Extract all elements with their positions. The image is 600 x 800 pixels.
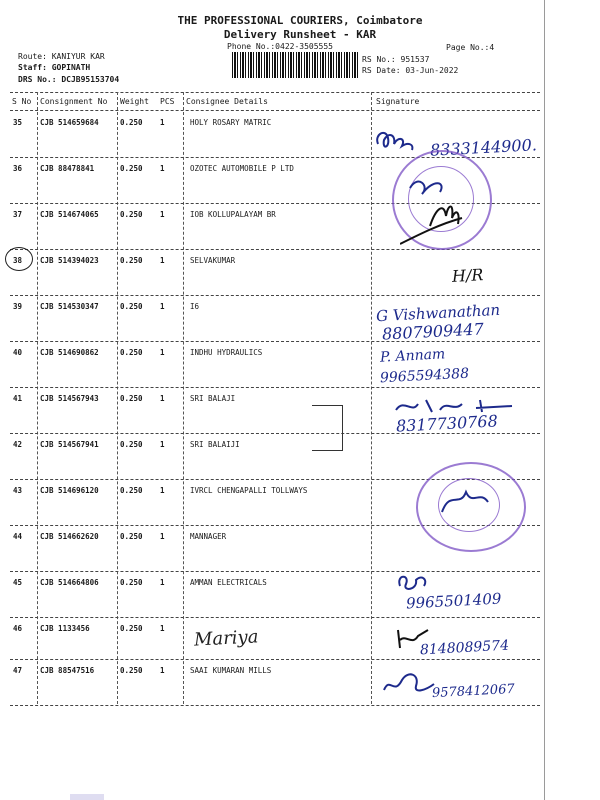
col-header-sno: S No [12, 97, 32, 106]
row-sno: 47 [13, 666, 23, 675]
row-consignment: CJB 514662620 [40, 532, 99, 541]
row-consignee: OZOTEC AUTOMOBILE P LTD [190, 164, 294, 173]
row-pcs: 1 [160, 348, 165, 357]
handwritten-phone: 9578412067 [431, 681, 516, 702]
row-pcs: 1 [160, 210, 165, 219]
row-pcs: 1 [160, 118, 165, 127]
row-weight: 0.250 [120, 624, 143, 633]
col-header-consignment: Consignment No [40, 97, 108, 106]
row-consignee: INDHU HYDRAULICS [190, 348, 263, 357]
row-sno: 46 [13, 624, 23, 633]
company-title: THE PROFESSIONAL COURIERS, Coimbatore [177, 14, 423, 27]
row-consignment: CJB 514530347 [40, 302, 99, 311]
row-weight: 0.250 [120, 164, 143, 173]
row-consignment: CJB 88478841 [40, 164, 95, 173]
page-edge [544, 0, 545, 800]
row-pcs: 1 [160, 164, 165, 173]
row-consignment: CJB 514567943 [40, 394, 99, 403]
col-header-weight: Weight [120, 97, 149, 106]
row-rule [10, 295, 540, 296]
row-consignment: CJB 514567941 [40, 440, 99, 449]
row-weight: 0.250 [120, 210, 143, 219]
row-weight: 0.250 [120, 118, 143, 127]
handwritten-phone: 8148089574 [419, 637, 510, 659]
row-consignment: CJB 88547516 [40, 666, 95, 675]
signature-scribble [394, 570, 434, 594]
row-pcs: 1 [160, 394, 165, 403]
bracket-mark [312, 405, 343, 451]
row-pcs: 1 [160, 256, 165, 265]
handwritten-phone: 8317730768 [395, 411, 499, 436]
row-sno: 37 [13, 210, 23, 219]
row-pcs: 1 [160, 624, 165, 633]
row-rule [10, 659, 540, 660]
signature-scribble [436, 482, 496, 522]
handwritten-phone: 8333144900. [429, 135, 538, 160]
row-sno: 45 [13, 578, 23, 587]
row-pcs: 1 [160, 532, 165, 541]
row-weight: 0.250 [120, 394, 143, 403]
handwritten-name: Mariya [193, 626, 259, 651]
route-label: Route: KANIYUR KAR [18, 52, 105, 61]
signature-scribble [380, 666, 440, 700]
row-sno: 39 [13, 302, 23, 311]
col-header-signature: Signature [376, 97, 420, 106]
runsheet-subtitle: Delivery Runsheet - KAR [223, 28, 377, 41]
col-header-consignee: Consignee Details [186, 97, 268, 106]
row-sno: 36 [13, 164, 23, 173]
row-rule [10, 387, 540, 388]
row-weight: 0.250 [120, 486, 143, 495]
handwritten-phone: 8807909447 [381, 319, 485, 344]
row-pcs: 1 [160, 440, 165, 449]
row-pcs: 1 [160, 666, 165, 675]
rs-number: RS No.: 951537 [362, 55, 430, 64]
row-rule [10, 433, 540, 434]
row-consignee: HOLY ROSARY MATRIC [190, 118, 272, 127]
row-consignee: IVRCL CHENGAPALLI TOLLWAYS [190, 486, 308, 495]
row-consignment: CJB 514394023 [40, 256, 99, 265]
row-weight: 0.250 [120, 440, 143, 449]
row-rule [10, 341, 540, 342]
row-sno: 41 [13, 394, 23, 403]
table-top-rule [10, 92, 540, 93]
handwritten-name: G Vishwanathan [375, 300, 501, 326]
row-weight: 0.250 [120, 302, 143, 311]
table-bottom-rule [10, 705, 540, 706]
row-weight: 0.250 [120, 532, 143, 541]
col-header-pcs: PCS [160, 97, 175, 106]
row-sno: 42 [13, 440, 23, 449]
page-number: Page No.:4 [446, 43, 495, 52]
row-weight: 0.250 [120, 578, 143, 587]
handwritten-note: H/R [451, 265, 484, 286]
row-consignee: AMMAN ELECTRICALS [190, 578, 267, 587]
row-consignee: IOB KOLLUPALAYAM BR [190, 210, 276, 219]
row-weight: 0.250 [120, 666, 143, 675]
row-consignment: CJB 514659684 [40, 118, 99, 127]
row-sno: 38 [13, 256, 23, 265]
row-consignee: SRI BALAIJI [190, 440, 240, 449]
row-weight: 0.250 [120, 256, 143, 265]
circled-row-mark [5, 247, 33, 271]
row-consignee: SRI BALAJI [190, 394, 236, 403]
row-pcs: 1 [160, 302, 165, 311]
row-consignment: CJB 514674065 [40, 210, 99, 219]
row-pcs: 1 [160, 486, 165, 495]
phone-number: Phone No.:0422-3505555 [227, 42, 333, 51]
row-consignment: CJB 514696120 [40, 486, 99, 495]
row-consignee: SAAI KUMARAN MILLS [190, 666, 272, 675]
row-consignment: CJB 514690862 [40, 348, 99, 357]
row-rule [10, 571, 540, 572]
table-header-rule [10, 110, 540, 111]
row-pcs: 1 [160, 578, 165, 587]
row-sno: 40 [13, 348, 23, 357]
row-consignment: CJB 514664806 [40, 578, 99, 587]
drs-number: DRS No.: DCJB95153704 [18, 75, 120, 84]
row-rule [10, 617, 540, 618]
rs-date: RS Date: 03-Jun-2022 [362, 66, 459, 75]
row-consignee: SELVAKUMAR [190, 256, 236, 265]
row-consignment: CJB 1133456 [40, 624, 90, 633]
ink-smudge [70, 794, 104, 800]
row-consignee: I6 [190, 302, 200, 311]
handwritten-phone: 9965594388 [379, 365, 470, 387]
row-sno: 35 [13, 118, 23, 127]
handwritten-name: P. Annam [379, 346, 446, 366]
row-sno: 44 [13, 532, 23, 541]
signature-scribble [400, 168, 490, 258]
row-consignee: MANNAGER [190, 532, 227, 541]
barcode [232, 52, 360, 78]
row-sno: 43 [13, 486, 23, 495]
staff-label: Staff: GOPINATH [18, 63, 91, 72]
row-weight: 0.250 [120, 348, 143, 357]
handwritten-phone: 9965501409 [405, 589, 502, 613]
